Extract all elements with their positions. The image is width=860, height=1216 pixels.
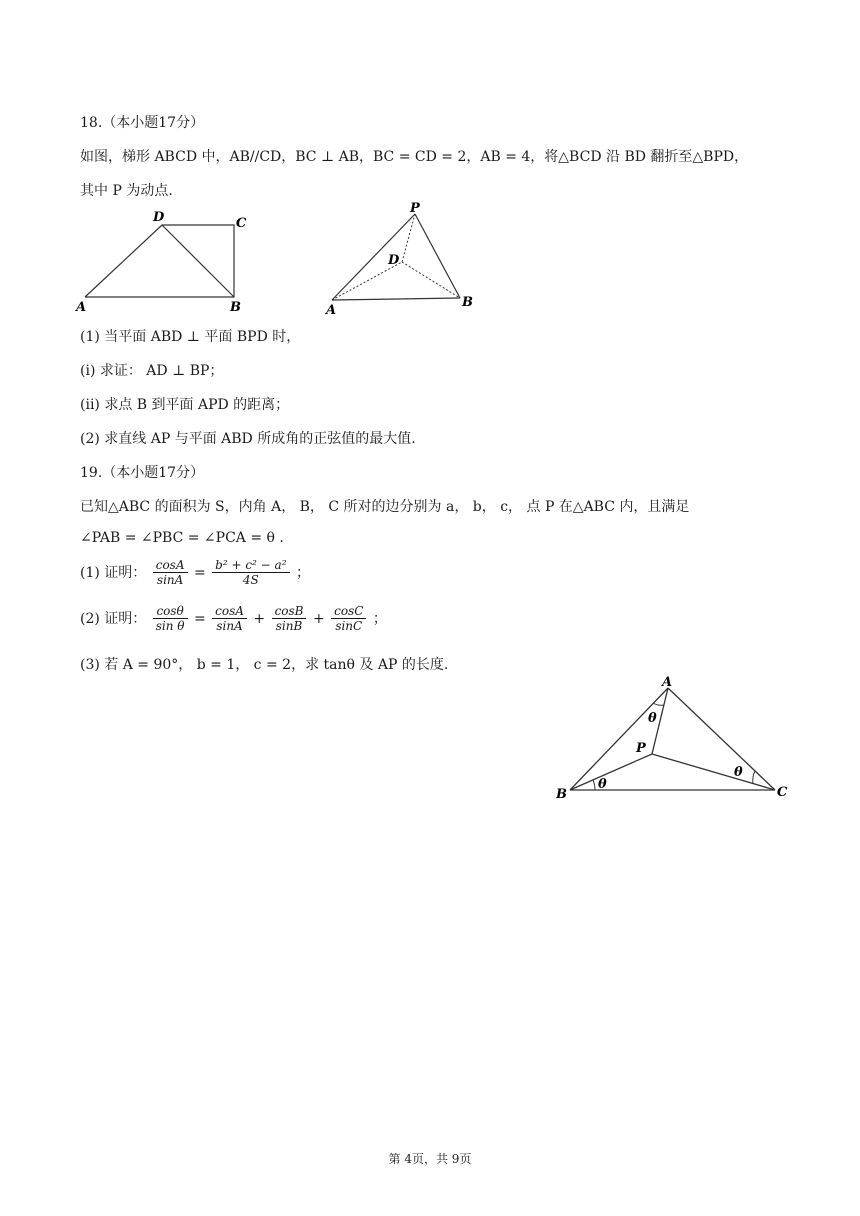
- q19-part2-term1-den: sinA: [216, 619, 243, 634]
- equals-sign: =: [193, 610, 206, 627]
- q18-part1-ii: (ii) 求点 B 到平面 APD 的距离；: [80, 397, 290, 413]
- q19-stem-line1: 已知△ABC 的面积为 S，内角 A， B， C 所对的边分别为 a， b， c， 点 P 在△ABC 内，且满足: [80, 499, 690, 515]
- q19-part2-term3-num: cosC: [331, 604, 366, 619]
- fig2-label-B: B: [462, 295, 473, 310]
- q19-part1-lhs: [153, 558, 188, 588]
- page-footer: 第 4页，共 9页: [388, 1152, 472, 1166]
- fig3-theta-C: θ: [734, 765, 743, 780]
- fig2-label-P: P: [410, 201, 420, 216]
- q18-trapezoid-figure: [70, 205, 260, 320]
- fig3-label-B: B: [556, 787, 567, 802]
- q19-part1: [80, 558, 310, 588]
- q19-part1-lhs-num: cosA: [153, 558, 188, 573]
- q19-part1-prefix: (1) 证明：: [80, 564, 147, 581]
- q19-part2-term2-num: cosB: [272, 604, 307, 619]
- q19-part2-term3: [331, 604, 366, 634]
- q19-part2-term0-den: sin θ: [155, 619, 185, 634]
- q19-stem-line2: ∠PAB = ∠PBC = ∠PCA = θ .: [80, 530, 284, 546]
- q18-folded-figure: [320, 200, 480, 320]
- q19-part2-term0: [153, 604, 188, 634]
- q19-part1-lhs-den: sinA: [156, 573, 184, 588]
- fig2-label-A: A: [326, 303, 337, 318]
- equals-sign: =: [193, 564, 206, 581]
- q19-part1-rhs: [212, 558, 289, 588]
- plus-sign: +: [312, 610, 325, 627]
- q19-part3: (3) 若 A = 90°， b = 1， c = 2，求 tanθ 及 AP 的长度.: [80, 657, 449, 673]
- fig3-theta-A: θ: [648, 711, 657, 726]
- fig1-label-C: C: [236, 216, 247, 231]
- q19-part2-term1-num: cosA: [212, 604, 247, 619]
- q19-part1-suffix: ；: [295, 564, 310, 581]
- plus-sign: +: [253, 610, 266, 627]
- q18-stem-line1: 如图，梯形 ABCD 中，AB//CD，BC ⊥ AB，BC = CD = 2，AB = 4，将△BCD 沿 BD 翻折至△BPD，: [80, 149, 749, 165]
- fig1-label-D: D: [153, 210, 165, 225]
- fig1-label-B: B: [230, 300, 241, 315]
- q19-part2-term2: [272, 604, 307, 634]
- q19-part2-term3-den: sinC: [335, 619, 363, 634]
- q18-part2: (2) 求直线 AP 与平面 ABD 所成角的正弦值的最大值.: [80, 431, 416, 447]
- q19-triangle-figure: [550, 672, 800, 807]
- q18-stem-line2: 其中 P 为动点.: [80, 183, 173, 199]
- q18-part1-i: (i) 求证： AD ⊥ BP；: [80, 363, 224, 379]
- fig3-label-C: C: [777, 785, 788, 800]
- fig3-label-P: P: [636, 741, 646, 756]
- q19-header: 19.（本小题17分）: [80, 465, 205, 481]
- q19-part2-term2-den: sinB: [275, 619, 303, 634]
- q19-part2-prefix: (2) 证明：: [80, 610, 147, 627]
- q19-part2: [80, 604, 387, 634]
- q18-part1: (1) 当平面 ABD ⊥ 平面 BPD 时，: [80, 329, 301, 345]
- fig3-label-A: A: [662, 675, 673, 690]
- q19-part2-term1: [212, 604, 247, 634]
- q19-part2-term0-num: cosθ: [153, 604, 188, 619]
- q19-part2-suffix: ；: [372, 610, 387, 627]
- q18-header: 18.（本小题17分）: [80, 115, 205, 131]
- fig3-theta-B: θ: [598, 777, 607, 792]
- q19-part1-rhs-den: 4S: [242, 573, 259, 588]
- fig1-label-A: A: [76, 300, 87, 315]
- fig2-label-D: D: [388, 253, 400, 268]
- q19-part1-rhs-num: b² + c² − a²: [212, 558, 289, 573]
